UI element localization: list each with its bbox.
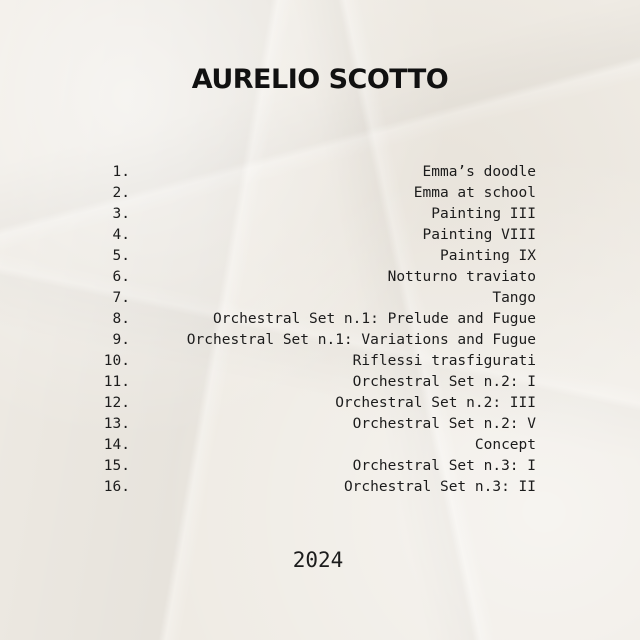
track-title: Painting III <box>431 206 536 222</box>
track-row <box>100 267 536 288</box>
track-row <box>100 372 536 393</box>
track-row <box>100 246 536 267</box>
track-row <box>100 288 536 309</box>
track-row <box>100 351 536 372</box>
artist-title: AURELIO SCOTTO <box>191 64 449 95</box>
track-row <box>100 456 536 477</box>
track-title: Orchestral Set n.2: V <box>352 416 536 432</box>
track-number: 4. <box>112 227 130 243</box>
track-row <box>100 330 536 351</box>
track-number: 15. <box>103 458 130 474</box>
track-row <box>100 435 536 456</box>
track-number: 5. <box>112 248 130 264</box>
track-title: Riflessi trasfigurati <box>352 353 536 369</box>
track-row <box>100 162 536 183</box>
track-number: 2. <box>112 185 130 201</box>
track-row <box>100 393 536 414</box>
track-title: Tango <box>492 290 536 306</box>
track-number: 14. <box>103 437 130 453</box>
track-title: Orchestral Set n.2: III <box>335 395 536 411</box>
release-year: 2024 <box>292 548 344 572</box>
track-number: 13. <box>103 416 130 432</box>
track-title: Concept <box>474 437 536 453</box>
track-row <box>100 225 536 246</box>
track-row <box>100 477 536 498</box>
track-title: Painting IX <box>439 248 536 264</box>
track-row <box>100 204 536 225</box>
track-number: 16. <box>103 479 130 495</box>
track-title: Emma at school <box>413 185 536 201</box>
track-number: 1. <box>112 164 130 180</box>
track-row <box>100 309 536 330</box>
track-title: Orchestral Set n.3: I <box>352 458 536 474</box>
track-title: Emma’s doodle <box>422 164 536 180</box>
track-row <box>100 414 536 435</box>
track-title: Orchestral Set n.1: Prelude and Fugue <box>212 311 536 327</box>
track-row <box>100 183 536 204</box>
track-number: 11. <box>103 374 130 390</box>
track-title: Painting VIII <box>422 227 536 243</box>
track-title: Notturno traviato <box>387 269 536 285</box>
track-title: Orchestral Set n.3: II <box>343 479 536 495</box>
track-number: 6. <box>112 269 130 285</box>
track-number: 3. <box>112 206 130 222</box>
tracklist <box>100 162 536 498</box>
track-number: 7. <box>112 290 130 306</box>
track-number: 8. <box>112 311 130 327</box>
track-title: Orchestral Set n.1: Variations and Fugue <box>186 332 536 348</box>
track-title: Orchestral Set n.2: I <box>352 374 536 390</box>
track-number: 9. <box>112 332 130 348</box>
track-number: 12. <box>103 395 130 411</box>
track-number: 10. <box>103 353 130 369</box>
